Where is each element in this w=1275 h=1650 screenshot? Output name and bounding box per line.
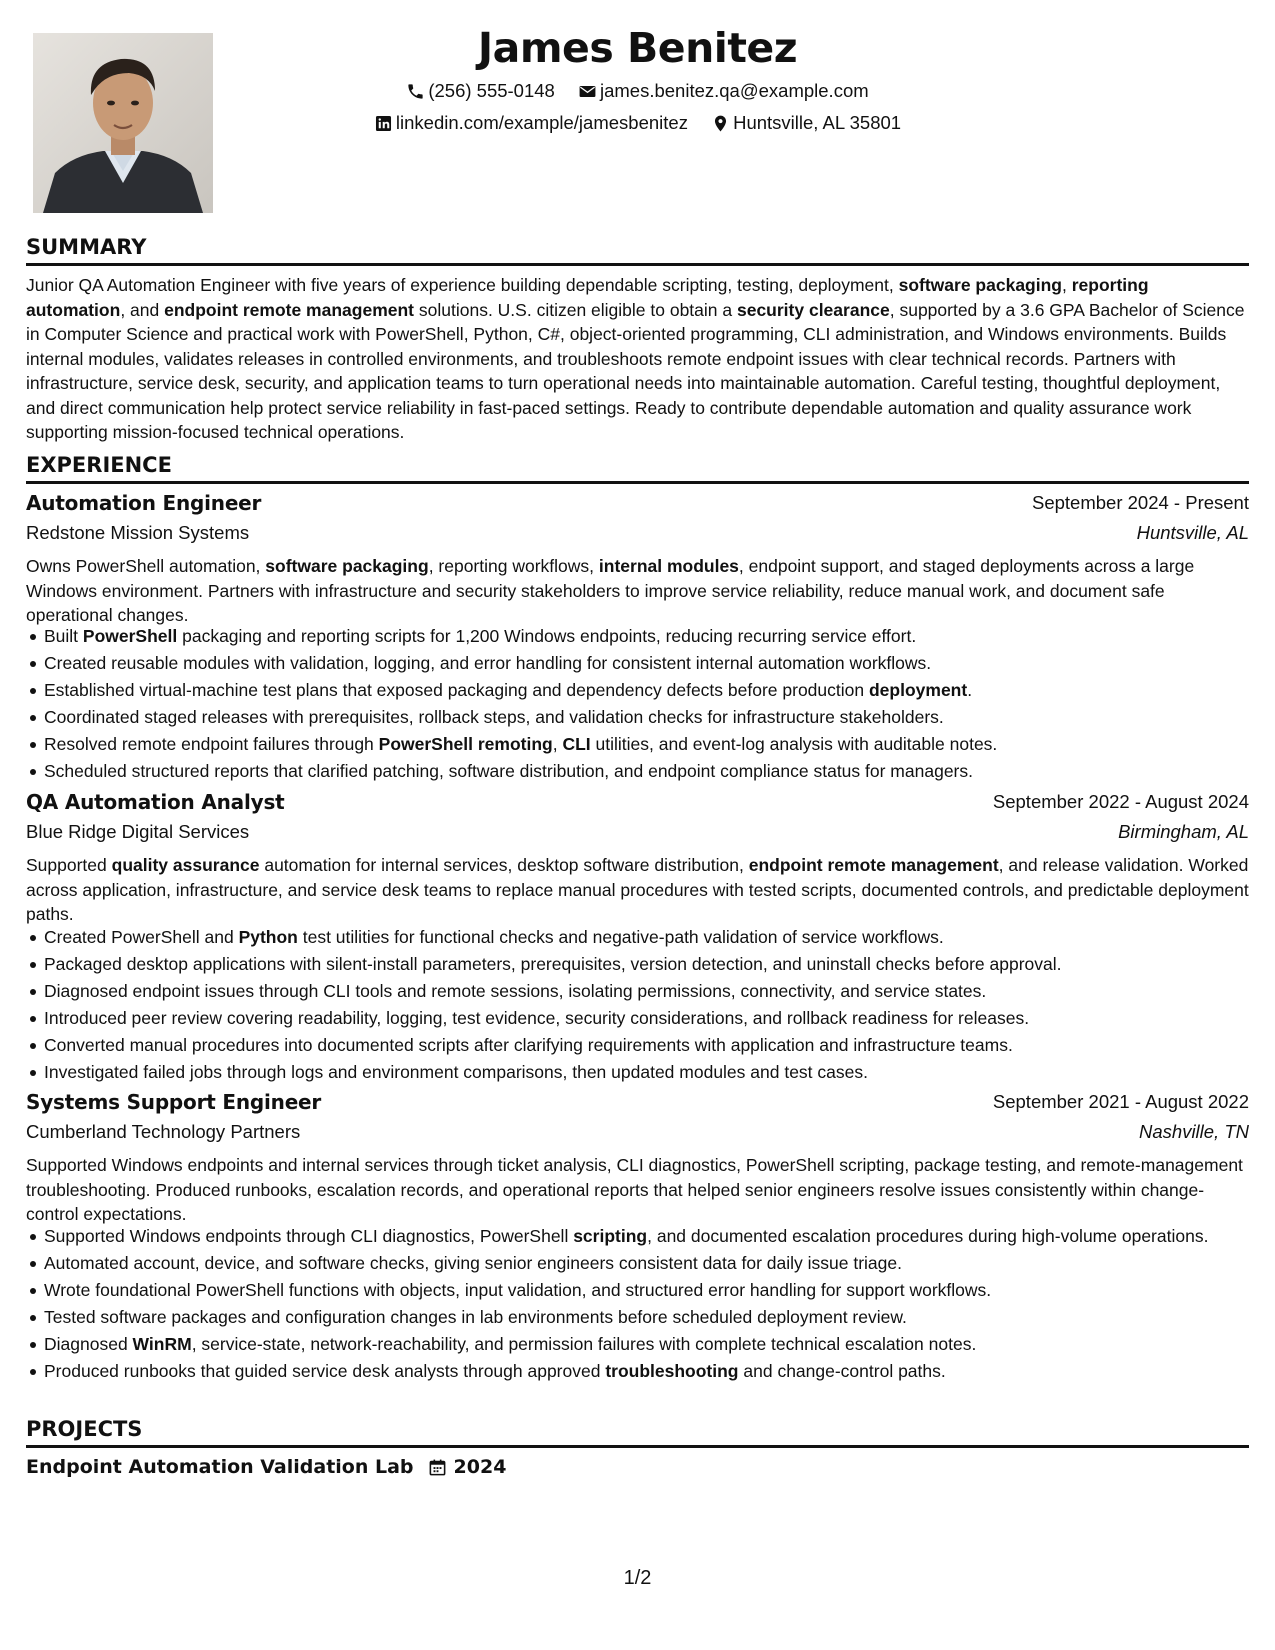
calendar-icon	[428, 1458, 447, 1477]
contact-phone	[406, 80, 555, 102]
job-bullets	[26, 624, 1249, 786]
phone-icon	[406, 82, 425, 101]
email-link[interactable]: james.benitez.qa@example.com	[599, 80, 869, 101]
job-dates: September 2022 - August 2024	[992, 791, 1249, 812]
project-title: Endpoint Automation Validation Lab	[26, 1456, 414, 1478]
job-dates: September 2021 - August 2022	[992, 1091, 1249, 1112]
job-bullets	[26, 925, 1249, 1087]
envelope-icon	[578, 82, 597, 101]
list-item: Diagnosed WinRM, service-state, network-reachability, and permission failures with complete technical escalation notes.	[26, 1332, 1249, 1356]
job-title: Systems Support Engineer	[26, 1090, 322, 1114]
contact-location	[711, 112, 901, 134]
job-title: Automation Engineer	[26, 491, 262, 515]
job-title: QA Automation Analyst	[26, 790, 285, 814]
map-pin-icon	[711, 114, 730, 133]
list-item: Wrote foundational PowerShell functions with objects, input validation, and structured error handling for support workflows.	[26, 1278, 1249, 1302]
projects-divider	[26, 1445, 1249, 1448]
job-description: Supported quality assurance automation for internal services, desktop software distribution, endpoint remote management, and release validation. Worked across application, infrastructure, and service desk teams to replace manual procedures with tested scripts, documented controls, and predictable deployment paths.	[26, 855, 1249, 924]
list-item: Diagnosed endpoint issues through CLI tools and remote sessions, isolating permissions, connectivity, and service states.	[26, 979, 1249, 1003]
page-number: 1/2	[623, 1567, 652, 1589]
job-description: Owns PowerShell automation, software packaging, reporting workflows, internal modules, endpoint support, and staged deployments across a large Windows environment. Partners with infrastructure and security stakeholders to improve service reliability, reduce manual work, and document safe operational changes.	[26, 556, 1195, 625]
summary-divider	[26, 263, 1249, 266]
list-item: Created PowerShell and Python test utilities for functional checks and negative-path validation of service workflows.	[26, 925, 1249, 949]
list-item: Tested software packages and configuration changes in lab environments before scheduled deployment review.	[26, 1305, 1249, 1329]
candidate-name: James Benitez	[477, 24, 798, 72]
contact-row-secondary	[0, 112, 1275, 138]
linkedin-link[interactable]: linkedin.com/example/jamesbenitez	[395, 112, 688, 133]
list-item: Packaged desktop applications with silent-install parameters, prerequisites, version detection, and uninstall checks before approval.	[26, 952, 1249, 976]
experience-divider	[26, 481, 1249, 484]
list-item: Built PowerShell packaging and reporting scripts for 1,200 Windows endpoints, reducing recurring service effort.	[26, 624, 1249, 648]
experience-heading: EXPERIENCE	[26, 453, 172, 477]
job-location: Nashville, TN	[1139, 1121, 1249, 1142]
job-company: Blue Ridge Digital Services	[26, 821, 250, 842]
list-item: Introduced peer review covering readability, logging, test evidence, security considerations, and rollback readiness for releases.	[26, 1006, 1249, 1030]
contact-row-primary	[0, 80, 1275, 106]
location-text: Huntsville, AL 35801	[733, 112, 902, 133]
contact-linkedin[interactable]	[374, 112, 688, 134]
contact-email[interactable]	[578, 80, 869, 102]
list-item: Coordinated staged releases with prerequisites, rollback steps, and validation checks for infrastructure stakeholders.	[26, 705, 1249, 729]
job-bullets	[26, 1224, 1249, 1386]
list-item: Supported Windows endpoints through CLI diagnostics, PowerShell scripting, and documented escalation procedures during high-volume operations.	[26, 1224, 1249, 1248]
job-company: Cumberland Technology Partners	[26, 1121, 301, 1142]
job-company: Redstone Mission Systems	[26, 522, 250, 543]
project-item	[26, 1456, 506, 1478]
job-dates: September 2024 - Present	[1032, 492, 1249, 513]
phone-text: (256) 555-0148	[428, 80, 555, 101]
summary-heading: SUMMARY	[26, 235, 147, 259]
summary-text: Junior QA Automation Engineer with five years of experience building dependable scripting, testing, deployment, software packaging, reporting automation, and endpoint remote management solutions. U.S. citizen eligible to obtain a security clearance, supported by a 3.6 GPA Bachelor of Science in Computer Science and practical work with PowerShell, Python, C#, object-oriented programming, CLI administration, and Windows environments. Builds internal modules, validates releases in controlled environments, and troubleshoots remote endpoint issues with clear technical records. Partners with infrastructure, service desk, security, and application teams to turn operational needs into maintainable automation. Careful testing, thoughtful deployment, and direct communication help protect service reliability in fast-paced settings. Ready to contribute dependable automation and quality assurance work supporting mission-focused technical operations.	[26, 275, 1245, 442]
job-location: Birmingham, AL	[1118, 821, 1249, 842]
list-item: Converted manual procedures into documented scripts after clarifying requirements with application and infrastructure teams.	[26, 1033, 1249, 1057]
list-item: Created reusable modules with validation, logging, and error handling for consistent internal automation workflows.	[26, 651, 1249, 675]
job-location: Huntsville, AL	[1136, 522, 1249, 543]
linkedin-icon	[374, 114, 393, 133]
project-year: 2024	[453, 1456, 507, 1478]
projects-heading: PROJECTS	[26, 1417, 143, 1441]
job-description: Supported Windows endpoints and internal services through ticket analysis, CLI diagnostics, PowerShell scripting, package testing, and remote-management troubleshooting. Produced runbooks, escalation records, and operational reports that helped senior engineers resolve issues consistently within change-control expectations.	[26, 1155, 1243, 1224]
list-item: Investigated failed jobs through logs and environment comparisons, then updated modules and test cases.	[26, 1060, 1249, 1084]
list-item: Established virtual-machine test plans that exposed packaging and dependency defects before production deployment.	[26, 678, 1249, 702]
list-item: Automated account, device, and software checks, giving senior engineers consistent data for daily issue triage.	[26, 1251, 1249, 1275]
list-item: Scheduled structured reports that clarified patching, software distribution, and endpoint compliance status for managers.	[26, 759, 1249, 783]
list-item: Produced runbooks that guided service desk analysts through approved troubleshooting and change-control paths.	[26, 1359, 1249, 1383]
list-item: Resolved remote endpoint failures through PowerShell remoting, CLI utilities, and event-log analysis with auditable notes.	[26, 732, 1249, 756]
